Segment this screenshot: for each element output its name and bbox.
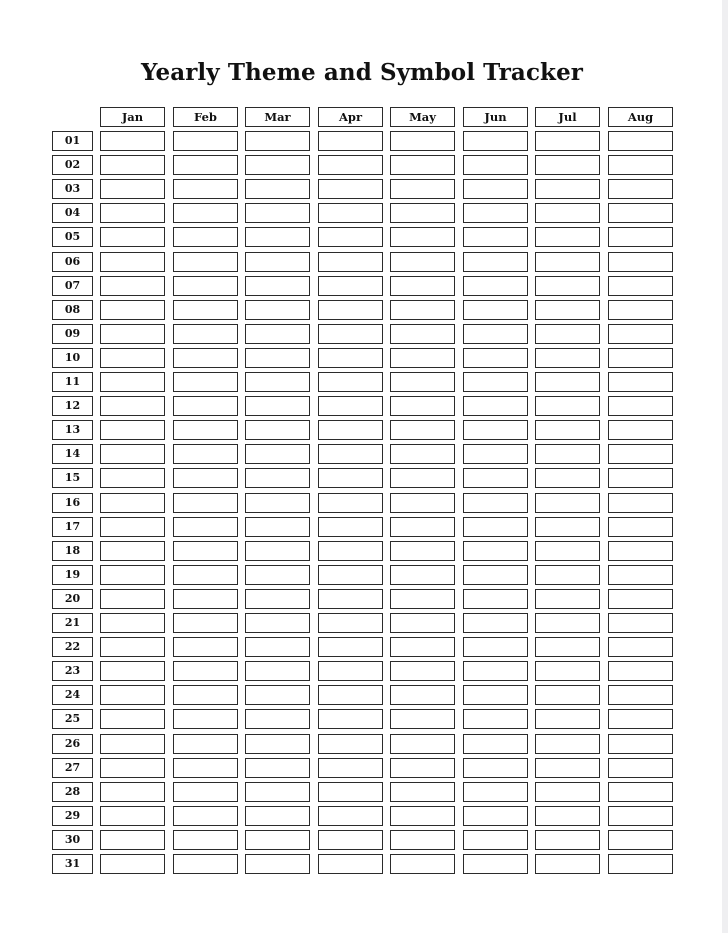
tracker-cell-may-11[interactable] bbox=[390, 372, 455, 392]
tracker-cell-mar-17[interactable] bbox=[245, 517, 310, 537]
day-label-11: 11 bbox=[52, 372, 93, 392]
tracker-cell-jun-12[interactable] bbox=[463, 396, 528, 416]
tracker-cell-jun-31[interactable] bbox=[463, 854, 528, 874]
tracker-cell-feb-10[interactable] bbox=[173, 348, 238, 368]
tracker-cell-may-04[interactable] bbox=[390, 203, 455, 223]
tracker-cell-may-19[interactable] bbox=[390, 565, 455, 585]
tracker-cell-jun-10[interactable] bbox=[463, 348, 528, 368]
tracker-cell-jul-15[interactable] bbox=[535, 468, 600, 488]
day-label-01: 01 bbox=[52, 131, 93, 151]
tracker-cell-jul-12[interactable] bbox=[535, 396, 600, 416]
tracker-cell-jan-31[interactable] bbox=[100, 854, 165, 874]
tracker-cell-jul-16[interactable] bbox=[535, 493, 600, 513]
tracker-cell-may-18[interactable] bbox=[390, 541, 455, 561]
day-label-17: 17 bbox=[52, 517, 93, 537]
tracker-cell-may-14[interactable] bbox=[390, 444, 455, 464]
day-label-29: 29 bbox=[52, 806, 93, 826]
tracker-cell-apr-09[interactable] bbox=[318, 324, 383, 344]
tracker-cell-aug-16[interactable] bbox=[608, 493, 673, 513]
tracker-cell-may-28[interactable] bbox=[390, 782, 455, 802]
day-label-09: 09 bbox=[52, 324, 93, 344]
tracker-cell-apr-24[interactable] bbox=[318, 685, 383, 705]
tracker-cell-aug-25[interactable] bbox=[608, 709, 673, 729]
tracker-cell-aug-21[interactable] bbox=[608, 613, 673, 633]
tracker-cell-apr-10[interactable] bbox=[318, 348, 383, 368]
tracker-cell-feb-23[interactable] bbox=[173, 661, 238, 681]
tracker-cell-aug-05[interactable] bbox=[608, 227, 673, 247]
tracker-cell-jun-26[interactable] bbox=[463, 734, 528, 754]
tracker-cell-feb-06[interactable] bbox=[173, 252, 238, 272]
tracker-cell-jun-11[interactable] bbox=[463, 372, 528, 392]
tracker-cell-feb-26[interactable] bbox=[173, 734, 238, 754]
day-label-31: 31 bbox=[52, 854, 93, 874]
tracker-cell-jan-05[interactable] bbox=[100, 227, 165, 247]
day-label-26: 26 bbox=[52, 734, 93, 754]
tracker-cell-feb-17[interactable] bbox=[173, 517, 238, 537]
tracker-cell-jul-09[interactable] bbox=[535, 324, 600, 344]
tracker-cell-jun-21[interactable] bbox=[463, 613, 528, 633]
tracker-cell-apr-03[interactable] bbox=[318, 179, 383, 199]
tracker-cell-may-09[interactable] bbox=[390, 324, 455, 344]
day-label-03: 03 bbox=[52, 179, 93, 199]
scrollbar-track[interactable] bbox=[722, 0, 728, 933]
tracker-cell-jan-23[interactable] bbox=[100, 661, 165, 681]
tracker-cell-may-29[interactable] bbox=[390, 806, 455, 826]
tracker-cell-mar-24[interactable] bbox=[245, 685, 310, 705]
tracker-cell-may-12[interactable] bbox=[390, 396, 455, 416]
tracker-cell-jun-19[interactable] bbox=[463, 565, 528, 585]
tracker-cell-jan-22[interactable] bbox=[100, 637, 165, 657]
tracker-cell-jun-09[interactable] bbox=[463, 324, 528, 344]
day-label-27: 27 bbox=[52, 758, 93, 778]
tracker-cell-jun-28[interactable] bbox=[463, 782, 528, 802]
tracker-cell-jun-07[interactable] bbox=[463, 276, 528, 296]
tracker-cell-aug-11[interactable] bbox=[608, 372, 673, 392]
tracker-cell-jul-27[interactable] bbox=[535, 758, 600, 778]
tracker-cell-feb-04[interactable] bbox=[173, 203, 238, 223]
tracker-cell-jul-08[interactable] bbox=[535, 300, 600, 320]
tracker-cell-may-24[interactable] bbox=[390, 685, 455, 705]
tracker-cell-jul-11[interactable] bbox=[535, 372, 600, 392]
tracker-cell-mar-21[interactable] bbox=[245, 613, 310, 633]
tracker-cell-jan-07[interactable] bbox=[100, 276, 165, 296]
tracker-cell-jul-28[interactable] bbox=[535, 782, 600, 802]
tracker-cell-jun-18[interactable] bbox=[463, 541, 528, 561]
month-header-feb: Feb bbox=[173, 107, 238, 127]
tracker-cell-jul-23[interactable] bbox=[535, 661, 600, 681]
tracker-cell-may-05[interactable] bbox=[390, 227, 455, 247]
tracker-cell-apr-13[interactable] bbox=[318, 420, 383, 440]
tracker-cell-apr-05[interactable] bbox=[318, 227, 383, 247]
tracker-cell-jun-17[interactable] bbox=[463, 517, 528, 537]
tracker-cell-jul-18[interactable] bbox=[535, 541, 600, 561]
tracker-cell-jun-29[interactable] bbox=[463, 806, 528, 826]
tracker-cell-feb-31[interactable] bbox=[173, 854, 238, 874]
tracker-cell-aug-09[interactable] bbox=[608, 324, 673, 344]
tracker-cell-may-13[interactable] bbox=[390, 420, 455, 440]
tracker-cell-jan-28[interactable] bbox=[100, 782, 165, 802]
tracker-cell-may-07[interactable] bbox=[390, 276, 455, 296]
tracker-cell-feb-12[interactable] bbox=[173, 396, 238, 416]
day-label-30: 30 bbox=[52, 830, 93, 850]
day-label-13: 13 bbox=[52, 420, 93, 440]
day-label-20: 20 bbox=[52, 589, 93, 609]
tracker-cell-mar-06[interactable] bbox=[245, 252, 310, 272]
tracker-cell-mar-16[interactable] bbox=[245, 493, 310, 513]
tracker-cell-jul-05[interactable] bbox=[535, 227, 600, 247]
tracker-cell-jul-31[interactable] bbox=[535, 854, 600, 874]
tracker-cell-apr-01[interactable] bbox=[318, 131, 383, 151]
tracker-cell-aug-31[interactable] bbox=[608, 854, 673, 874]
day-label-12: 12 bbox=[52, 396, 93, 416]
tracker-cell-aug-06[interactable] bbox=[608, 252, 673, 272]
tracker-cell-feb-28[interactable] bbox=[173, 782, 238, 802]
tracker-cell-feb-13[interactable] bbox=[173, 420, 238, 440]
tracker-cell-feb-11[interactable] bbox=[173, 372, 238, 392]
tracker-cell-apr-17[interactable] bbox=[318, 517, 383, 537]
tracker-cell-apr-07[interactable] bbox=[318, 276, 383, 296]
tracker-cell-aug-23[interactable] bbox=[608, 661, 673, 681]
tracker-cell-apr-12[interactable] bbox=[318, 396, 383, 416]
tracker-cell-jul-07[interactable] bbox=[535, 276, 600, 296]
tracker-cell-aug-15[interactable] bbox=[608, 468, 673, 488]
tracker-cell-feb-02[interactable] bbox=[173, 155, 238, 175]
tracker-cell-feb-08[interactable] bbox=[173, 300, 238, 320]
tracker-cell-jul-21[interactable] bbox=[535, 613, 600, 633]
tracker-cell-jun-27[interactable] bbox=[463, 758, 528, 778]
tracker-cell-may-20[interactable] bbox=[390, 589, 455, 609]
tracker-cell-mar-31[interactable] bbox=[245, 854, 310, 874]
day-label-05: 05 bbox=[52, 227, 93, 247]
tracker-cell-apr-25[interactable] bbox=[318, 709, 383, 729]
tracker-cell-jun-30[interactable] bbox=[463, 830, 528, 850]
tracker-cell-mar-19[interactable] bbox=[245, 565, 310, 585]
tracker-cell-jan-20[interactable] bbox=[100, 589, 165, 609]
tracker-cell-jun-24[interactable] bbox=[463, 685, 528, 705]
day-label-21: 21 bbox=[52, 613, 93, 633]
tracker-cell-aug-08[interactable] bbox=[608, 300, 673, 320]
tracker-cell-jul-30[interactable] bbox=[535, 830, 600, 850]
tracker-cell-may-31[interactable] bbox=[390, 854, 455, 874]
tracker-cell-mar-07[interactable] bbox=[245, 276, 310, 296]
tracker-cell-aug-19[interactable] bbox=[608, 565, 673, 585]
tracker-cell-feb-22[interactable] bbox=[173, 637, 238, 657]
tracker-cell-jan-06[interactable] bbox=[100, 252, 165, 272]
tracker-cell-aug-28[interactable] bbox=[608, 782, 673, 802]
tracker-cell-apr-30[interactable] bbox=[318, 830, 383, 850]
tracker-cell-may-16[interactable] bbox=[390, 493, 455, 513]
tracker-cell-may-27[interactable] bbox=[390, 758, 455, 778]
tracker-cell-may-25[interactable] bbox=[390, 709, 455, 729]
tracker-cell-aug-27[interactable] bbox=[608, 758, 673, 778]
tracker-cell-aug-20[interactable] bbox=[608, 589, 673, 609]
tracker-cell-aug-07[interactable] bbox=[608, 276, 673, 296]
tracker-cell-jun-16[interactable] bbox=[463, 493, 528, 513]
tracker-cell-jul-25[interactable] bbox=[535, 709, 600, 729]
tracker-cell-jan-14[interactable] bbox=[100, 444, 165, 464]
tracker-cell-aug-01[interactable] bbox=[608, 131, 673, 151]
day-label-04: 04 bbox=[52, 203, 93, 223]
tracker-cell-feb-27[interactable] bbox=[173, 758, 238, 778]
tracker-cell-jun-04[interactable] bbox=[463, 203, 528, 223]
tracker-cell-mar-05[interactable] bbox=[245, 227, 310, 247]
tracker-cell-may-17[interactable] bbox=[390, 517, 455, 537]
tracker-cell-apr-08[interactable] bbox=[318, 300, 383, 320]
tracker-cell-jul-22[interactable] bbox=[535, 637, 600, 657]
tracker-cell-feb-30[interactable] bbox=[173, 830, 238, 850]
day-label-16: 16 bbox=[52, 493, 93, 513]
tracker-cell-jul-10[interactable] bbox=[535, 348, 600, 368]
tracker-cell-feb-18[interactable] bbox=[173, 541, 238, 561]
day-label-28: 28 bbox=[52, 782, 93, 802]
tracker-cell-jun-06[interactable] bbox=[463, 252, 528, 272]
tracker-cell-may-08[interactable] bbox=[390, 300, 455, 320]
tracker-cell-apr-02[interactable] bbox=[318, 155, 383, 175]
tracker-cell-jan-21[interactable] bbox=[100, 613, 165, 633]
month-header-apr: Apr bbox=[318, 107, 383, 127]
tracker-cell-mar-14[interactable] bbox=[245, 444, 310, 464]
tracker-cell-mar-04[interactable] bbox=[245, 203, 310, 223]
day-label-23: 23 bbox=[52, 661, 93, 681]
tracker-cell-mar-18[interactable] bbox=[245, 541, 310, 561]
tracker-cell-jan-17[interactable] bbox=[100, 517, 165, 537]
tracker-cell-mar-11[interactable] bbox=[245, 372, 310, 392]
tracker-cell-jun-05[interactable] bbox=[463, 227, 528, 247]
tracker-cell-jun-20[interactable] bbox=[463, 589, 528, 609]
tracker-cell-aug-24[interactable] bbox=[608, 685, 673, 705]
tracker-cell-jan-25[interactable] bbox=[100, 709, 165, 729]
tracker-cell-may-15[interactable] bbox=[390, 468, 455, 488]
tracker-cell-mar-02[interactable] bbox=[245, 155, 310, 175]
tracker-cell-jan-27[interactable] bbox=[100, 758, 165, 778]
tracker-cell-jul-13[interactable] bbox=[535, 420, 600, 440]
tracker-cell-apr-15[interactable] bbox=[318, 468, 383, 488]
tracker-cell-jul-17[interactable] bbox=[535, 517, 600, 537]
tracker-cell-jul-03[interactable] bbox=[535, 179, 600, 199]
tracker-cell-jan-16[interactable] bbox=[100, 493, 165, 513]
tracker-cell-aug-14[interactable] bbox=[608, 444, 673, 464]
tracker-cell-feb-05[interactable] bbox=[173, 227, 238, 247]
tracker-cell-jul-04[interactable] bbox=[535, 203, 600, 223]
tracker-cell-aug-17[interactable] bbox=[608, 517, 673, 537]
tracker-cell-apr-22[interactable] bbox=[318, 637, 383, 657]
tracker-cell-jan-08[interactable] bbox=[100, 300, 165, 320]
tracker-cell-apr-11[interactable] bbox=[318, 372, 383, 392]
tracker-cell-apr-21[interactable] bbox=[318, 613, 383, 633]
tracker-cell-aug-10[interactable] bbox=[608, 348, 673, 368]
tracker-cell-jan-15[interactable] bbox=[100, 468, 165, 488]
tracker-cell-jan-03[interactable] bbox=[100, 179, 165, 199]
tracker-cell-apr-28[interactable] bbox=[318, 782, 383, 802]
tracker-cell-may-23[interactable] bbox=[390, 661, 455, 681]
day-label-24: 24 bbox=[52, 685, 93, 705]
tracker-cell-jul-19[interactable] bbox=[535, 565, 600, 585]
tracker-cell-jan-29[interactable] bbox=[100, 806, 165, 826]
tracker-cell-jan-19[interactable] bbox=[100, 565, 165, 585]
tracker-cell-jun-01[interactable] bbox=[463, 131, 528, 151]
tracker-cell-jan-26[interactable] bbox=[100, 734, 165, 754]
tracker-cell-mar-26[interactable] bbox=[245, 734, 310, 754]
tracker-cell-jun-13[interactable] bbox=[463, 420, 528, 440]
tracker-cell-aug-30[interactable] bbox=[608, 830, 673, 850]
tracker-cell-jun-25[interactable] bbox=[463, 709, 528, 729]
tracker-cell-jan-24[interactable] bbox=[100, 685, 165, 705]
tracker-cell-jan-11[interactable] bbox=[100, 372, 165, 392]
tracker-cell-aug-12[interactable] bbox=[608, 396, 673, 416]
tracker-cell-jun-08[interactable] bbox=[463, 300, 528, 320]
tracker-cell-apr-26[interactable] bbox=[318, 734, 383, 754]
tracker-cell-jul-01[interactable] bbox=[535, 131, 600, 151]
day-label-02: 02 bbox=[52, 155, 93, 175]
tracker-cell-mar-30[interactable] bbox=[245, 830, 310, 850]
tracker-cell-apr-29[interactable] bbox=[318, 806, 383, 826]
tracker-cell-apr-31[interactable] bbox=[318, 854, 383, 874]
tracker-cell-apr-06[interactable] bbox=[318, 252, 383, 272]
tracker-cell-jul-14[interactable] bbox=[535, 444, 600, 464]
tracker-cell-jun-14[interactable] bbox=[463, 444, 528, 464]
tracker-cell-apr-27[interactable] bbox=[318, 758, 383, 778]
tracker-cell-jun-03[interactable] bbox=[463, 179, 528, 199]
tracker-cell-feb-03[interactable] bbox=[173, 179, 238, 199]
tracker-cell-aug-29[interactable] bbox=[608, 806, 673, 826]
tracker-cell-mar-23[interactable] bbox=[245, 661, 310, 681]
tracker-cell-mar-25[interactable] bbox=[245, 709, 310, 729]
day-label-07: 07 bbox=[52, 276, 93, 296]
tracker-cell-jan-18[interactable] bbox=[100, 541, 165, 561]
tracker-cell-jul-20[interactable] bbox=[535, 589, 600, 609]
tracker-cell-jan-30[interactable] bbox=[100, 830, 165, 850]
day-label-18: 18 bbox=[52, 541, 93, 561]
tracker-cell-jun-23[interactable] bbox=[463, 661, 528, 681]
tracker-cell-jul-26[interactable] bbox=[535, 734, 600, 754]
tracker-cell-may-22[interactable] bbox=[390, 637, 455, 657]
tracker-cell-may-10[interactable] bbox=[390, 348, 455, 368]
tracker-cell-apr-04[interactable] bbox=[318, 203, 383, 223]
tracker-cell-jul-24[interactable] bbox=[535, 685, 600, 705]
tracker-cell-feb-19[interactable] bbox=[173, 565, 238, 585]
month-header-jan: Jan bbox=[100, 107, 165, 127]
tracker-cell-jun-22[interactable] bbox=[463, 637, 528, 657]
tracker-cell-jul-02[interactable] bbox=[535, 155, 600, 175]
tracker-cell-feb-16[interactable] bbox=[173, 493, 238, 513]
tracker-cell-apr-18[interactable] bbox=[318, 541, 383, 561]
tracker-cell-jan-09[interactable] bbox=[100, 324, 165, 344]
tracker-cell-may-21[interactable] bbox=[390, 613, 455, 633]
month-header-may: May bbox=[390, 107, 455, 127]
tracker-cell-feb-01[interactable] bbox=[173, 131, 238, 151]
tracker-cell-aug-26[interactable] bbox=[608, 734, 673, 754]
month-header-jun: Jun bbox=[463, 107, 528, 127]
tracker-cell-jul-29[interactable] bbox=[535, 806, 600, 826]
day-label-08: 08 bbox=[52, 300, 93, 320]
tracker-cell-aug-02[interactable] bbox=[608, 155, 673, 175]
tracker-cell-mar-28[interactable] bbox=[245, 782, 310, 802]
tracker-cell-jun-15[interactable] bbox=[463, 468, 528, 488]
month-header-mar: Mar bbox=[245, 107, 310, 127]
tracker-cell-may-30[interactable] bbox=[390, 830, 455, 850]
tracker-cell-mar-12[interactable] bbox=[245, 396, 310, 416]
tracker-cell-mar-08[interactable] bbox=[245, 300, 310, 320]
tracker-cell-feb-14[interactable] bbox=[173, 444, 238, 464]
tracker-cell-aug-18[interactable] bbox=[608, 541, 673, 561]
tracker-cell-jan-12[interactable] bbox=[100, 396, 165, 416]
tracker-cell-apr-20[interactable] bbox=[318, 589, 383, 609]
tracker-cell-apr-19[interactable] bbox=[318, 565, 383, 585]
tracker-cell-mar-22[interactable] bbox=[245, 637, 310, 657]
tracker-cell-mar-03[interactable] bbox=[245, 179, 310, 199]
tracker-cell-feb-25[interactable] bbox=[173, 709, 238, 729]
tracker-cell-mar-20[interactable] bbox=[245, 589, 310, 609]
month-header-jul: Jul bbox=[535, 107, 600, 127]
tracker-cell-may-01[interactable] bbox=[390, 131, 455, 151]
tracker-cell-feb-24[interactable] bbox=[173, 685, 238, 705]
tracker-cell-mar-13[interactable] bbox=[245, 420, 310, 440]
tracker-cell-jul-06[interactable] bbox=[535, 252, 600, 272]
tracker-cell-jan-02[interactable] bbox=[100, 155, 165, 175]
day-label-19: 19 bbox=[52, 565, 93, 585]
tracker-cell-aug-13[interactable] bbox=[608, 420, 673, 440]
tracker-cell-apr-14[interactable] bbox=[318, 444, 383, 464]
tracker-cell-feb-15[interactable] bbox=[173, 468, 238, 488]
tracker-cell-jan-01[interactable] bbox=[100, 131, 165, 151]
tracker-cell-aug-03[interactable] bbox=[608, 179, 673, 199]
tracker-cell-mar-10[interactable] bbox=[245, 348, 310, 368]
day-label-14: 14 bbox=[52, 444, 93, 464]
tracker-cell-aug-22[interactable] bbox=[608, 637, 673, 657]
tracker-cell-feb-07[interactable] bbox=[173, 276, 238, 296]
tracker-cell-feb-20[interactable] bbox=[173, 589, 238, 609]
tracker-cell-apr-23[interactable] bbox=[318, 661, 383, 681]
day-label-25: 25 bbox=[52, 709, 93, 729]
tracker-cell-may-06[interactable] bbox=[390, 252, 455, 272]
tracker-cell-apr-16[interactable] bbox=[318, 493, 383, 513]
tracker-cell-mar-27[interactable] bbox=[245, 758, 310, 778]
tracker-cell-may-02[interactable] bbox=[390, 155, 455, 175]
tracker-cell-may-26[interactable] bbox=[390, 734, 455, 754]
day-label-10: 10 bbox=[52, 348, 93, 368]
day-label-06: 06 bbox=[52, 252, 93, 272]
tracker-cell-jan-04[interactable] bbox=[100, 203, 165, 223]
tracker-cell-jan-10[interactable] bbox=[100, 348, 165, 368]
day-label-22: 22 bbox=[52, 637, 93, 657]
tracker-cell-mar-01[interactable] bbox=[245, 131, 310, 151]
tracker-cell-aug-04[interactable] bbox=[608, 203, 673, 223]
month-header-aug: Aug bbox=[608, 107, 673, 127]
tracker-cell-mar-15[interactable] bbox=[245, 468, 310, 488]
tracker-cell-feb-29[interactable] bbox=[173, 806, 238, 826]
day-label-15: 15 bbox=[52, 468, 93, 488]
tracker-cell-may-03[interactable] bbox=[390, 179, 455, 199]
tracker-cell-jan-13[interactable] bbox=[100, 420, 165, 440]
tracker-cell-jun-02[interactable] bbox=[463, 155, 528, 175]
tracker-cell-mar-29[interactable] bbox=[245, 806, 310, 826]
tracker-cell-feb-09[interactable] bbox=[173, 324, 238, 344]
tracker-cell-feb-21[interactable] bbox=[173, 613, 238, 633]
page-title: Yearly Theme and Symbol Tracker bbox=[140, 59, 584, 86]
tracker-cell-mar-09[interactable] bbox=[245, 324, 310, 344]
